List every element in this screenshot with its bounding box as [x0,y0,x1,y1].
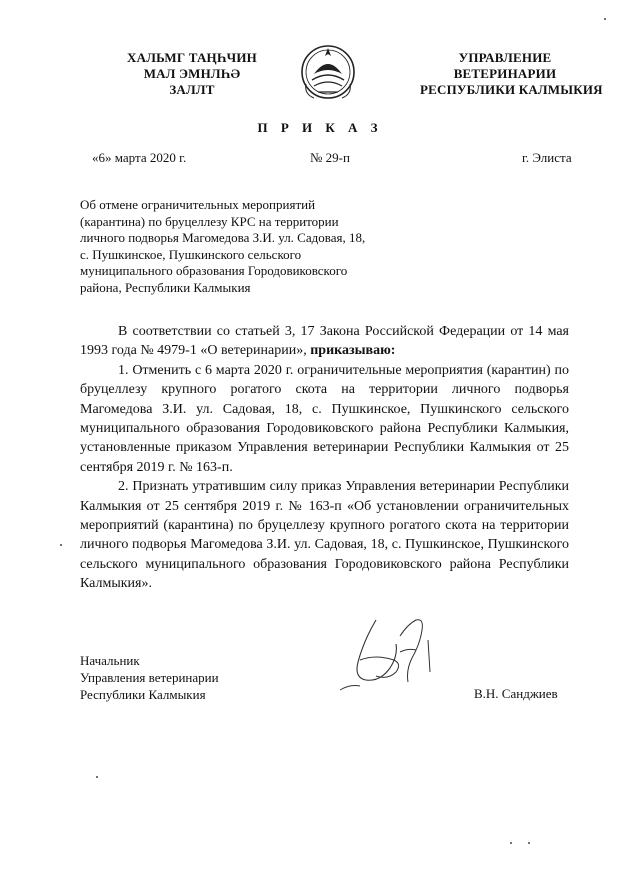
body-intro [80,322,569,361]
intro-text: В соответствии со статьей 3, 17 Закона Российской Федерации от 14 мая 1993 года № 4979-1 «О ветеринарии», [80,324,569,359]
subject-line: личного подворья Магомедова З.И. ул. Садовая, 18, [80,230,366,246]
scan-speck [96,776,98,778]
scan-speck [60,544,62,546]
body-item-1: 1. Отменить с 6 марта 2020 г. ограничительные мероприятия (карантин) по бруцеллезу крупного рогатого скота на территории личного подворья Магомедова З.И. ул. Садовая, 18, с. Пушкинское, Пушкинского сельского муниципального образования Городовиковского района Республики Калмыкия, установленные приказом Управления ветеринарии Республики Калмыкия от 25 сентября 2019 г. № 163-п. [80,362,569,475]
scan-speck [604,18,606,20]
position-line: Республики Калмыкия [80,687,206,702]
header-right-line: УПРАВЛЕНИЕ [458,50,552,65]
subject-line: с. Пушкинское, Пушкинского сельского [80,246,302,262]
order-body [80,322,569,594]
position-line: Начальник [80,653,140,668]
kalmykia-emblem-icon [300,40,356,104]
signatory-name: В.Н. Санджиев [474,686,558,701]
subject-line: (карантина) по бруцеллезу КРС на территории [80,213,339,229]
header-left-line: МАЛ ЭМНЛҺӘ [143,66,241,81]
subject-line: Об отмене ограничительных мероприятий [80,197,316,212]
header-left-line: ХАЛЬМГ ТАҢҺЧИН [127,50,257,65]
signatory-position [80,652,219,703]
header-right-line: РЕСПУБЛИКИ КАЛМЫКИЯ [420,82,603,97]
scan-speck [528,842,530,844]
order-place: г. Элиста [522,150,572,165]
order-number: № 29-п [310,150,350,165]
document-title: П Р И К А З [257,120,383,135]
header-right-line: ВЕТЕРИНАРИИ [453,66,557,81]
order-date: «6» марта 2020 г. [92,150,187,165]
position-line: Управления ветеринарии [80,670,219,685]
scan-speck [510,842,512,844]
order-subject [80,197,400,297]
handwritten-signature [336,600,446,700]
subject-line: района, Республики Калмыкия [80,279,251,295]
intro-bold: приказываю: [310,343,396,359]
subject-line: муниципального образования Городовиковского [80,263,348,279]
header-right-org [420,50,603,98]
body-item-2: 2. Признать утратившим силу приказ Управления ветеринарии Республики Калмыкия от 25 сентября 2019 г. № 163-п «Об установлении ограничительных мероприятий (карантина) по бруцеллезу крупного рогатого скота на территории личного подворья Магомедова З.И. ул. Садовая, 18, с. Пушкинское, Пушкинского сельского муниципального образования Городовиковского района Республики Калмыкия». [80,479,569,592]
header-left-line: ЗАЛЛТ [169,82,215,97]
header-left-org [112,50,272,98]
